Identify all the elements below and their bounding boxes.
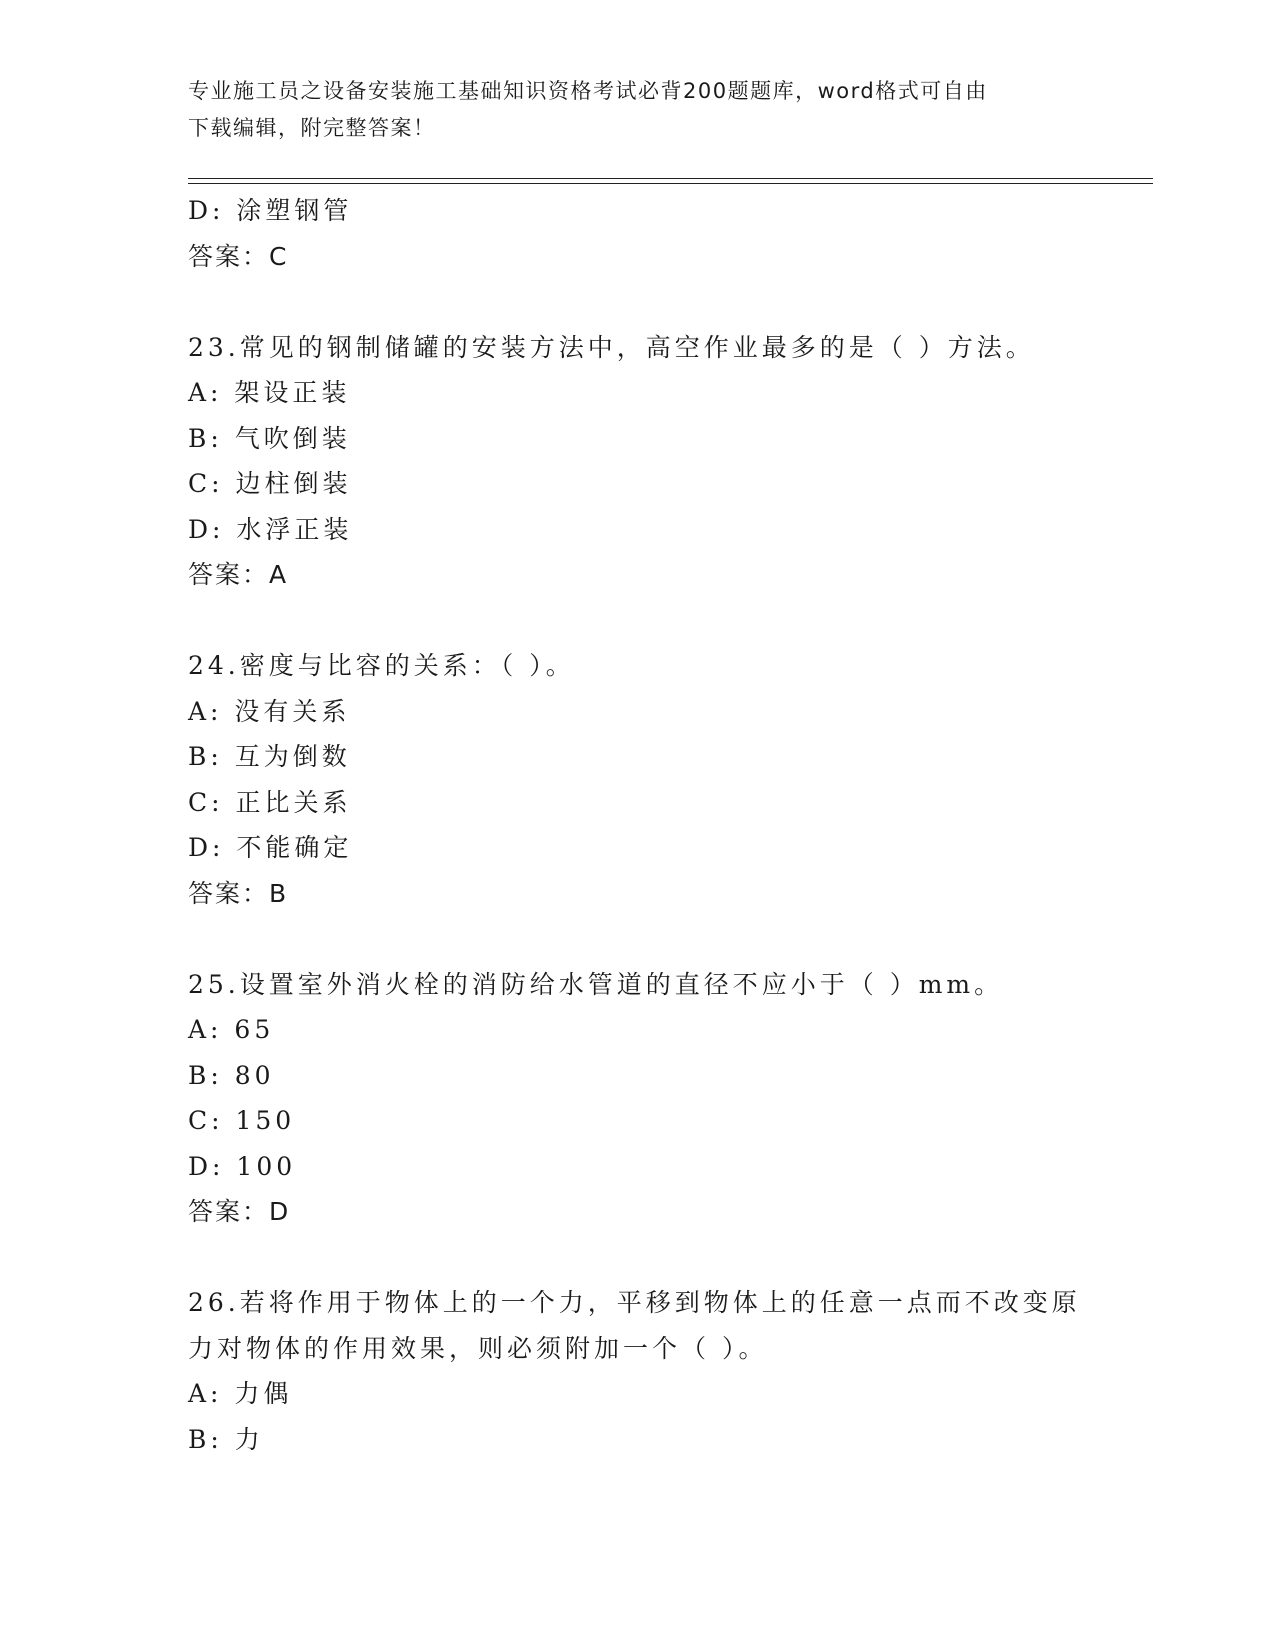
- option-a: A: 架设正装: [188, 378, 351, 407]
- spacer: [188, 598, 1148, 644]
- question-stem: 25.设置室外消火栓的消防给水管道的直径不应小于（ ）mm。: [188, 969, 1004, 999]
- question-stem-line-1: 26.若将作用于物体上的一个力，平移到物体上的任意一点而不改变原: [188, 1288, 1081, 1317]
- option-c: C: 边柱倒装: [188, 469, 352, 498]
- option-d: D: 水浮正装: [188, 514, 353, 544]
- question-block-24: [188, 643, 1148, 916]
- question-block-26: [188, 1280, 1148, 1462]
- header-title-line-2: 下载编辑，附完整答案！: [188, 116, 436, 140]
- option-b: B: 力: [188, 1424, 264, 1454]
- question-list: [188, 188, 1148, 1462]
- header-title-line-1: 专业施工员之设备安装施工基础知识资格考试必背200题题库，word格式可自由: [188, 79, 988, 103]
- answer-line: 答案：C: [188, 241, 289, 271]
- option-c: C: 150: [188, 1106, 296, 1135]
- option-d: D: 不能确定: [188, 833, 353, 862]
- option-b: B: 互为倒数: [188, 742, 351, 771]
- question-block-22-tail: [188, 188, 1148, 279]
- option-d: D: 100: [188, 1151, 297, 1181]
- question-stem: 23.常见的钢制储罐的安装方法中，高空作业最多的是（ ）方法。: [188, 332, 1035, 362]
- option-a: A: 65: [188, 1015, 275, 1044]
- document-header: [188, 73, 1068, 147]
- question-block-23: [188, 325, 1148, 598]
- spacer: [188, 1235, 1148, 1281]
- question-block-25: [188, 962, 1148, 1235]
- option-a: A: 力偶: [188, 1379, 293, 1408]
- question-stem-line-2: 力对物体的作用效果，则必须附加一个（ ）。: [188, 1333, 768, 1363]
- question-stem: 24.密度与比容的关系：（ ）。: [188, 651, 575, 680]
- answer-line: 答案：D: [188, 1197, 291, 1226]
- spacer: [188, 279, 1148, 325]
- header-divider-top: [188, 178, 1153, 179]
- answer-line: 答案：B: [188, 878, 289, 908]
- spacer: [188, 916, 1148, 962]
- option-b: B: 气吹倒装: [188, 423, 351, 453]
- option-c: C: 正比关系: [188, 787, 352, 817]
- option-b: B: 80: [188, 1060, 275, 1090]
- header-divider-bottom: [188, 183, 1153, 184]
- option-a: A: 没有关系: [188, 696, 351, 726]
- option-d: D: 涂塑钢管: [188, 196, 353, 225]
- answer-line: 答案：A: [188, 560, 289, 589]
